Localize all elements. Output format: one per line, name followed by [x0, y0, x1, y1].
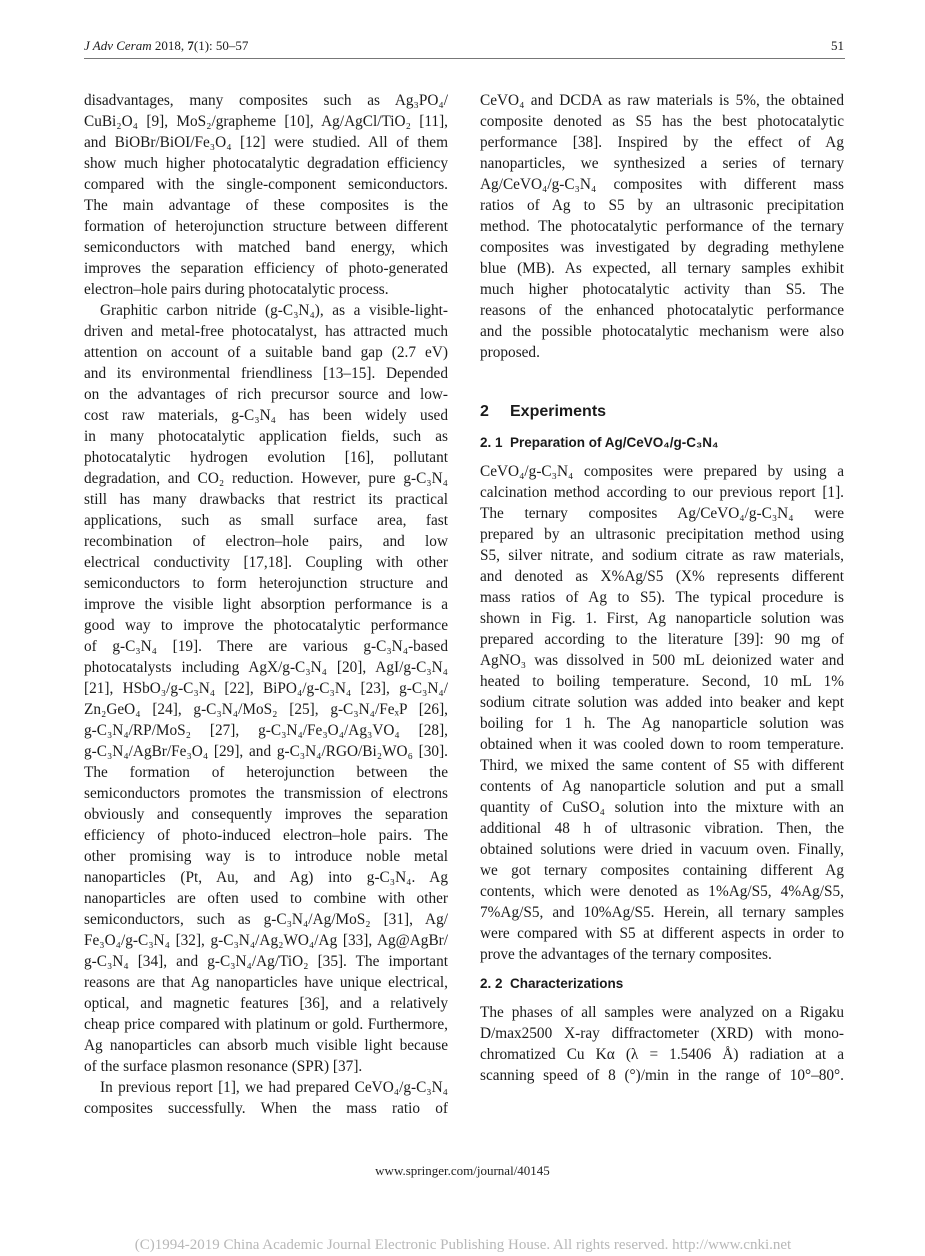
text-line: CeVO₄/g-C₃N₄ composites were prepared by using a	[480, 463, 844, 480]
text-line: shown in Fig. 1. First, Ag nanoparticle solution was	[480, 610, 844, 627]
text-line: ratios of Ag to S5 by an ultrasonic precipitation	[480, 197, 844, 214]
text-line: and its environmental friendliness [13–15]. Depended	[84, 365, 448, 382]
text-line: In previous report [1], we had prepared CeVO₄/g-C₃N₄	[100, 1079, 448, 1096]
text-line: semiconductors with matched band energy, which	[84, 239, 448, 256]
text-line: Zn₂GeO₄ [24], g-C₃N₄/MoS₂ [25], g-C₃N₄/FeₓP [26],	[84, 701, 448, 718]
text-line: obviously and consequently improves the separation	[84, 806, 448, 823]
text-line: were compared with S5 at different aspects in order to	[480, 925, 844, 942]
text-line: efficiency of photo-induced electron–hole pairs. The	[84, 827, 448, 844]
text-line: and denoted as X%Ag/S5 (X% represents different	[480, 568, 844, 585]
text-line: on the advantages of rich precursor source and low-	[84, 386, 448, 403]
text-line: scanning speed of 8 (°)/min in the range of 10°–80°.	[480, 1067, 844, 1084]
text-line: The ternary composites Ag/CeVO₄/g-C₃N₄ were	[480, 505, 844, 522]
text-line: other promising way is to introduce noble metal	[84, 848, 448, 865]
text-line: Ag/CeVO₄/g-C₃N₄ composites with different mass	[480, 176, 844, 193]
text-line: composites successfully. When the mass ratio of	[84, 1100, 448, 1117]
text-line: Graphitic carbon nitride (g-C₃N₄), as a visible-light-	[100, 302, 448, 319]
text-line: optical, and magnetic features [36], and a relatively	[84, 995, 448, 1012]
text-line: method. The photocatalytic performance of the ternary	[480, 218, 844, 235]
text-line: nanoparticles, we synthesized a series of ternary	[480, 155, 844, 172]
text-line: semiconductors promotes the transmission of electrons	[84, 785, 448, 802]
text-line: Third, we mixed the same content of S5 with different	[480, 757, 844, 774]
text-line: cheap price compared with platinum or gold. Furthermore,	[84, 1016, 448, 1033]
text-line: blue (MB). As expected, all ternary samples exhibit	[480, 260, 844, 277]
text-line: recombination of electron–hole pairs, and low	[84, 533, 448, 550]
text-line: good way to improve the photocatalytic performance	[84, 617, 448, 634]
text-line: mass ratios of Ag to S5). The typical procedure is	[480, 589, 844, 606]
text-line: heated to boiling temperature. Second, 10 mL 1%	[480, 673, 844, 690]
section-title: Experiments	[510, 403, 607, 420]
text-line: performance [38]. Inspired by the effect of Ag	[480, 134, 844, 151]
text-line: applications, such as small surface area, fast	[84, 512, 448, 529]
text-line: semiconductors to form heterojunction structure and	[84, 575, 448, 592]
text-line: improves the separation efficiency of photo-generated	[84, 260, 448, 277]
text-line: Ag nanoparticles can absorb much visible light because	[84, 1037, 448, 1054]
text-line: g-C₃N₄ [34], and g-C₃N₄/Ag/TiO₂ [35]. The important	[84, 953, 448, 970]
text-line: CeVO₄ and DCDA as raw materials is 5%, the obtained	[480, 92, 844, 109]
journal-citation	[84, 38, 248, 54]
text-line: 7%Ag/S5, and 10%Ag/S5. Herein, all ternary samples	[480, 904, 844, 921]
text-line: of g-C₃N₄ [19]. There are various g-C₃N₄-based	[84, 638, 448, 655]
characterizations-body	[480, 1002, 844, 1086]
spacer	[480, 363, 844, 384]
copyright-watermark: (C)1994-2019 China Academic Journal Electronic Publishing House. All rights reserved. http://www.cnki.net	[134, 1237, 792, 1253]
text-line: improve the visible light absorption performance is a	[84, 596, 448, 613]
text-line: reasons are that Ag nanoparticles have unique electrical,	[84, 974, 448, 991]
text-line: in many photocatalytic application fields, such as	[84, 428, 448, 445]
text-line: calcination method according to our previous report [1].	[480, 484, 844, 501]
text-line: S5, silver nitrate, and sodium citrate as raw materials,	[480, 547, 844, 564]
text-line: CuBi₂O₄ [9], MoS₂/grapheme [10], Ag/AgCl/TiO₂ [11],	[84, 113, 448, 130]
text-line: obtained when it was cooled down to room temperature.	[480, 736, 844, 753]
text-line: AgNO₃ was dissolved in 500 mL deionized water and	[480, 652, 844, 669]
text-line: contents of Ag nanoparticle solution and put a small	[480, 778, 844, 795]
text-line: disadvantages, many composites such as Ag₃PO₄/	[84, 92, 448, 109]
issue-pages: (1): 50–57	[193, 38, 249, 53]
text-line: boiling for 1 h. The Ag nanoparticle solution was	[480, 715, 844, 732]
text-line: reasons of the enhanced photocatalytic performance	[480, 302, 844, 319]
text-line: prove the advantages of the ternary composites.	[480, 946, 772, 963]
text-line: obtained solutions were dried in vacuum oven. Finally,	[480, 841, 844, 858]
right-column	[480, 90, 844, 1086]
text-line: composites was investigated by degrading methylene	[480, 239, 844, 256]
text-line: proposed.	[480, 344, 540, 361]
text-line: The phases of all samples were analyzed on a Rigaku	[480, 1004, 844, 1021]
text-line: photocatalytic hydrogen evolution [16], pollutant	[84, 449, 448, 466]
text-line: electrical conductivity [17,18]. Coupling with other	[84, 554, 448, 571]
text-line: prepared by an ultrasonic precipitation method using	[480, 526, 844, 543]
subsection-title: Preparation of Ag/CeVO₄/g-C₃N₄	[510, 435, 719, 450]
text-line: and BiOBr/BiOI/Fe₃O₄ [12] were studied. All of them	[84, 134, 448, 151]
intro-continuation	[480, 90, 844, 363]
text-line: chromatized Cu Kα (λ = 1.5406 Å) radiation at a	[480, 1046, 844, 1063]
text-line: g-C₃N₄/AgBr/Fe₃O₄ [29], and g-C₃N₄/RGO/Bi₂WO₆ [30].	[84, 743, 448, 760]
subsection-heading-preparation	[480, 432, 844, 454]
text-line: driven and metal-free photocatalyst, has attracted much	[84, 323, 448, 340]
text-line: composite denoted as S5 has the best photocatalytic	[480, 113, 844, 130]
subsection-heading-characterizations	[480, 973, 844, 995]
subsection-number: 2. 2	[480, 976, 503, 991]
citation-year: 2018,	[151, 38, 188, 53]
text-line: of the surface plasmon resonance (SPR) [37].	[84, 1058, 363, 1075]
text-line: much higher photocatalytic activity than S5. The	[480, 281, 844, 298]
text-line: photocatalysts including AgX/g-C₃N₄ [20], AgI/g-C₃N₄	[84, 659, 448, 676]
text-line: sodium citrate solution was added into beaker and kept	[480, 694, 844, 711]
text-line: attention on account of a suitable band gap (2.7 eV)	[84, 344, 448, 361]
text-line: quantity of CuSO₄ solution into the mixture with an	[480, 799, 844, 816]
preparation-body	[480, 461, 844, 965]
text-line: degradation, and CO₂ reduction. However, pure g-C₃N₄	[84, 470, 448, 487]
text-line: g-C₃N₄/RP/MoS₂ [27], g-C₃N₄/Fe₃O₄/Ag₃VO₄ [28],	[84, 722, 448, 739]
subsection-title: Characterizations	[510, 976, 624, 991]
header-divider	[84, 58, 845, 59]
text-line: The formation of heterojunction between the	[84, 764, 448, 781]
left-column	[84, 90, 448, 1119]
text-line: electron–hole pairs during photocatalytic process.	[84, 281, 389, 298]
text-line: and the possible photocatalytic mechanism were also	[480, 323, 844, 340]
text-line: nanoparticles (Pt, Au, and Ag) into g-C₃N₄. Ag	[84, 869, 448, 886]
journal-url: www.springer.com/journal/40145	[375, 1163, 550, 1178]
text-line: cost raw materials, g-C₃N₄ has been widely used	[84, 407, 448, 424]
section-heading-experiments	[480, 400, 844, 424]
text-line: contents, which were denoted as 1%Ag/S5, 4%Ag/S5,	[480, 883, 844, 900]
text-line: additional 48 h of ultrasonic vibration. Then, the	[480, 820, 844, 837]
text-line: semiconductors, such as g-C₃N₄/Ag/MoS₂ [31], Ag/	[84, 911, 448, 928]
running-header	[84, 38, 844, 58]
text-line: formation of heterojunction structure between different	[84, 218, 448, 235]
subsection-number: 2. 1	[480, 435, 503, 450]
text-line: D/max2500 X-ray diffractometer (XRD) with mono-	[480, 1025, 844, 1042]
section-number: 2	[480, 403, 489, 420]
text-line: compared with the single-component semiconductors.	[84, 176, 448, 193]
text-line: show much higher photocatalytic degradation efficiency	[84, 155, 448, 172]
journal-name: J Adv Ceram	[84, 38, 152, 53]
text-line: still has many drawbacks that restrict its practical	[84, 491, 448, 508]
text-line: [21], HSbO₃/g-C₃N₄ [22], BiPO₄/g-C₃N₄ [23], g-C₃N₄/	[84, 680, 448, 697]
text-line: we got ternary composites containing different Ag	[480, 862, 844, 879]
text-line: The main advantage of these composites is the	[84, 197, 448, 214]
text-line: prepared according to the literature [39]: 90 mg of	[480, 631, 844, 648]
page-number: 51	[831, 38, 844, 53]
text-line: nanoparticles are often used to combine with other	[84, 890, 448, 907]
text-line: Fe₃O₄/g-C₃N₄ [32], g-C₃N₄/Ag₂WO₄/Ag [33], Ag@AgBr/	[84, 932, 448, 949]
volume: 7	[187, 38, 194, 53]
